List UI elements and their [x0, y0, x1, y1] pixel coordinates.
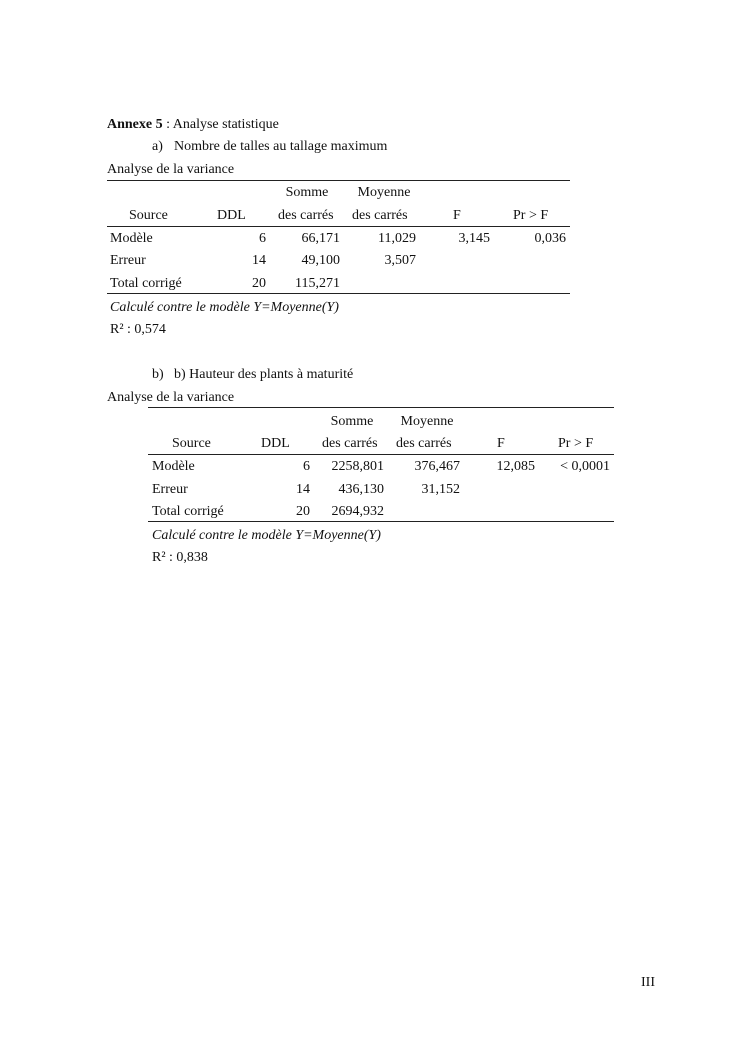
table-a-header-sc-bottom: des carrés [278, 208, 334, 223]
table-cell-sc: 66,171 [301, 231, 340, 246]
section-a-title: Nombre de talles au tallage maximum [174, 139, 388, 154]
section-a-marker: a) [152, 139, 163, 154]
table-a-note: Calculé contre le modèle Y=Moyenne(Y) [110, 300, 339, 315]
table-row: Erreur [110, 253, 146, 268]
page-number: III [641, 975, 655, 990]
table-a-header-mc-bottom: des carrés [352, 208, 408, 223]
annex-label: Annexe 5 [107, 117, 163, 132]
table-row: Modèle [110, 231, 153, 246]
table-cell-ddl: 14 [252, 253, 266, 268]
table-a-header-mc-top: Moyenne [357, 185, 411, 200]
table-a-header-source: Source [129, 208, 168, 223]
table-cell-f: 12,085 [496, 459, 535, 474]
table-cell-sc: 115,271 [295, 276, 340, 291]
table-cell-ddl: 20 [252, 276, 266, 291]
table-a-title: Analyse de la variance [107, 162, 235, 177]
table-row: Modèle [152, 459, 195, 474]
table-b-r2: R² : 0,838 [152, 550, 208, 565]
table-a-top-rule [107, 180, 570, 181]
section-b-title: b) Hauteur des plants à maturité [174, 367, 354, 382]
table-row: Total corrigé [110, 276, 182, 291]
table-a-bottom-rule [107, 293, 570, 294]
section-b-marker: b) [152, 367, 164, 382]
table-a-header-sc-top: Somme [285, 185, 329, 200]
table-b-header-source: Source [172, 436, 211, 451]
table-cell-mc: 376,467 [414, 459, 460, 474]
table-b-title: Analyse de la variance [107, 390, 235, 405]
table-cell-sc: 49,100 [301, 253, 340, 268]
table-b-header-sc-bottom: des carrés [322, 436, 378, 451]
table-b-bottom-rule [148, 521, 614, 522]
table-cell-sc: 2694,932 [331, 504, 384, 519]
table-row: Total corrigé [152, 504, 224, 519]
table-row: Erreur [152, 482, 188, 497]
table-cell-pr: 0,036 [534, 231, 566, 246]
table-cell-f: 3,145 [458, 231, 490, 246]
table-a-header-ddl: DDL [217, 208, 246, 223]
table-a-header-rule [107, 226, 570, 227]
table-a-header-f: F [453, 208, 461, 223]
table-cell-ddl: 6 [259, 231, 266, 246]
table-a-header-pr: Pr > F [513, 208, 549, 223]
table-b-top-rule [148, 407, 614, 408]
table-b-header-mc-top: Moyenne [400, 414, 454, 429]
table-b-header-f: F [497, 436, 505, 451]
table-cell-sc: 436,130 [338, 482, 384, 497]
table-cell-ddl: 6 [303, 459, 310, 474]
table-b-header-ddl: DDL [261, 436, 290, 451]
table-b-header-rule [148, 454, 614, 455]
table-b-header-mc-bottom: des carrés [396, 436, 452, 451]
table-b-header-sc-top: Somme [330, 414, 374, 429]
table-b-header-pr: Pr > F [558, 436, 594, 451]
table-cell-sc: 2258,801 [331, 459, 384, 474]
table-cell-mc: 31,152 [421, 482, 460, 497]
table-cell-ddl: 14 [296, 482, 310, 497]
table-b-note: Calculé contre le modèle Y=Moyenne(Y) [152, 528, 381, 543]
annex-heading [107, 117, 279, 133]
table-cell-mc: 3,507 [384, 253, 416, 268]
table-cell-ddl: 20 [296, 504, 310, 519]
table-a-r2: R² : 0,574 [110, 322, 166, 337]
annex-subtitle: : Analyse statistique [162, 117, 279, 132]
table-cell-pr: < 0,0001 [560, 459, 610, 474]
table-cell-mc: 11,029 [378, 231, 416, 246]
